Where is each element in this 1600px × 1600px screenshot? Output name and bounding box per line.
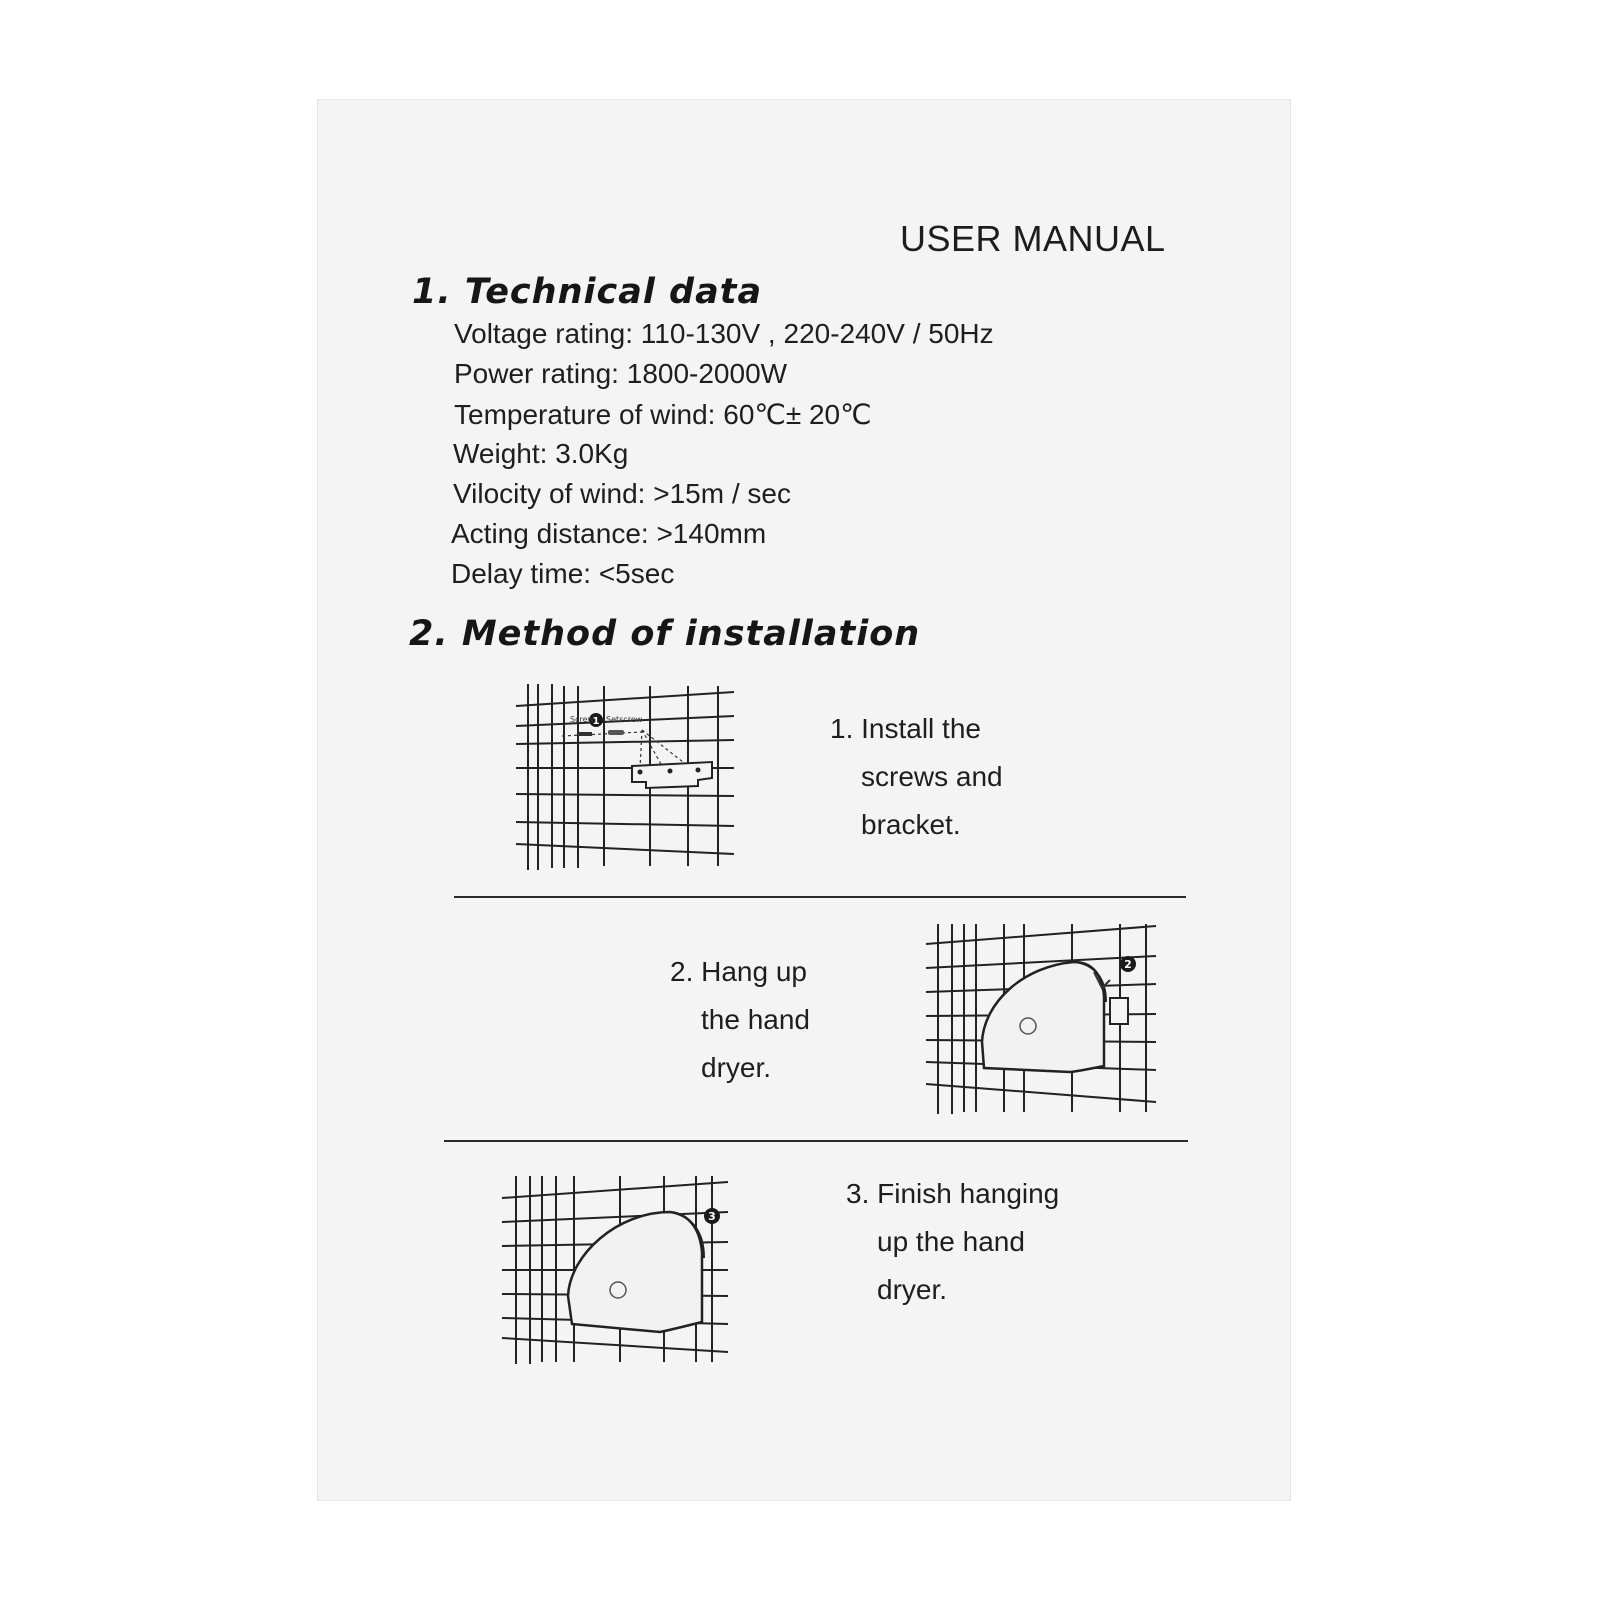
divider-2 bbox=[444, 1140, 1188, 1142]
callout-number-3: 3 bbox=[708, 1210, 716, 1223]
page-title: USER MANUAL bbox=[900, 218, 1166, 259]
spec-acting-distance: Acting distance: >140mm bbox=[451, 518, 767, 549]
setscrew-label: Setscrew bbox=[606, 715, 643, 724]
spec-delay-time: Delay time: <5sec bbox=[451, 558, 675, 589]
callout-number-1: 1 bbox=[592, 716, 600, 727]
step3-line-2: up the hand bbox=[877, 1226, 1025, 1257]
spec-voltage: Voltage rating: 110-130V , 220-240V / 50Hz bbox=[454, 318, 994, 349]
installation-heading: 2. Method of installation bbox=[409, 614, 921, 654]
step1-line-3: bracket. bbox=[861, 809, 961, 840]
spec-power: Power rating: 1800-2000W bbox=[454, 358, 788, 389]
spec-wind-velocity: Vilocity of wind: >15m / sec bbox=[453, 478, 791, 509]
bracket-icon bbox=[1110, 998, 1128, 1024]
screw-icon bbox=[578, 732, 592, 736]
step1-text bbox=[830, 705, 1003, 849]
step3-line-3: dryer. bbox=[877, 1274, 948, 1305]
divider-1 bbox=[454, 896, 1186, 898]
step2-illustration bbox=[924, 922, 1160, 1118]
step2-text bbox=[670, 948, 810, 1092]
step1-line-2: screws and bbox=[861, 761, 1003, 792]
step3-illustration bbox=[500, 1172, 732, 1368]
step2-line-3: dryer. bbox=[701, 1052, 772, 1083]
setscrew-icon bbox=[608, 730, 624, 735]
technical-data-heading: 1. Technical data bbox=[412, 272, 763, 312]
step3-text bbox=[846, 1170, 1059, 1314]
step2-line-2: the hand bbox=[701, 1004, 810, 1035]
step3-line-1: 3. Finish hanging bbox=[846, 1178, 1060, 1209]
hand-dryer-icon bbox=[568, 1212, 702, 1332]
manual-page bbox=[318, 100, 1290, 1500]
hand-dryer-icon bbox=[982, 962, 1104, 1072]
step1-line-1: 1. Install the bbox=[830, 713, 981, 744]
bracket-icon bbox=[632, 762, 712, 788]
step2-line-1: 2. Hang up bbox=[670, 956, 807, 987]
callout-number-2: 2 bbox=[1124, 958, 1132, 971]
screw-label: Screw bbox=[570, 715, 595, 724]
step1-illustration bbox=[512, 682, 742, 882]
spec-temperature: Temperature of wind: 60℃± 20℃ bbox=[454, 399, 872, 430]
spec-weight: Weight: 3.0Kg bbox=[453, 438, 629, 469]
